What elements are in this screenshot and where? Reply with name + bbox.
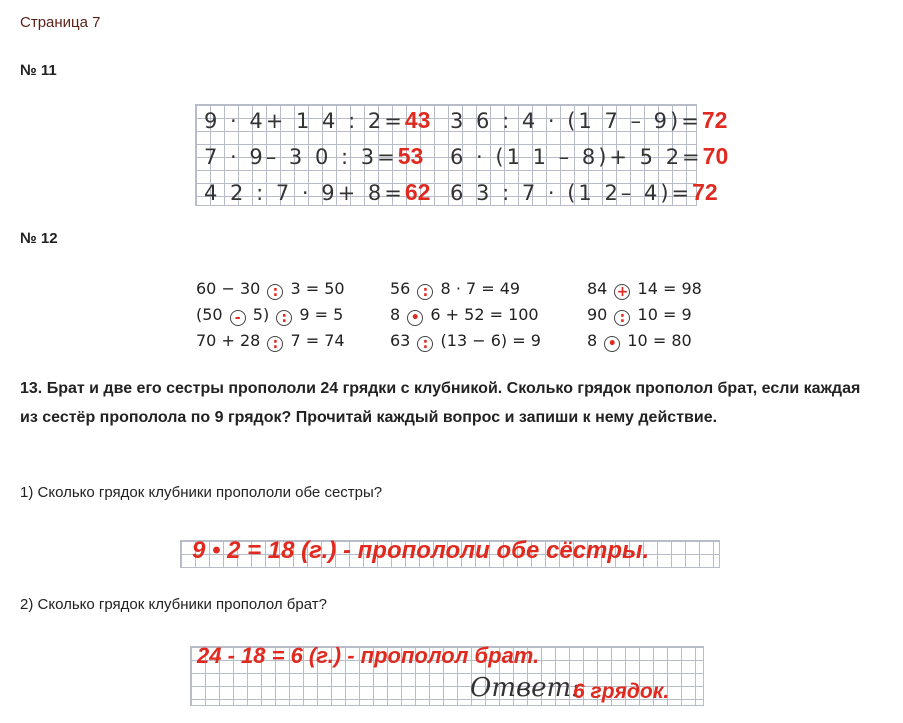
- question-1: 1) Сколько грядок клубники пропололи обе сестры?: [20, 484, 383, 501]
- task-12-label: № 12: [20, 230, 58, 247]
- task-11-grid: [195, 104, 729, 206]
- task-12-eq-2-1: (50 - 5) : 9 = 5: [196, 305, 344, 326]
- task-12-eq-2-3: 90 : 10 = 9: [587, 305, 692, 326]
- task-11-row-1-left: 9 · 4+ 1 4 : 2=43: [204, 107, 431, 133]
- answer-word: Ответ:: [470, 673, 580, 703]
- operation-circle: :: [276, 310, 292, 326]
- operation-circle: -: [230, 310, 246, 326]
- task-11-row-2-left: 7 · 9– 3 0 : 3=53: [204, 143, 424, 169]
- operation-circle: :: [614, 310, 630, 326]
- operation-circle: +: [614, 284, 630, 300]
- operation-circle: :: [417, 284, 433, 300]
- task-12-eq-3-3: 8 • 10 = 80: [587, 331, 692, 352]
- task-11-row-2-right: 6 · (1 1 – 8)+ 5 2=70: [450, 143, 729, 169]
- operation-circle: :: [267, 336, 283, 352]
- task-11-row-3-left: 4 2 : 7 · 9+ 8=62: [204, 179, 431, 205]
- answer-1-solution: 9 • 2 = 18 (г.) - пропололи обе сёстры.: [192, 537, 650, 564]
- task-13-problem-text: 13. Брат и две его сестры пропололи 24 грядки с клубникой. Сколько грядок прополол брат, если каждая из сестёр прополола по 9 грядок? Прочитай каждый вопрос и запиши к нему действие.: [20, 380, 861, 426]
- answer-value: 43: [404, 107, 431, 133]
- task-12-eq-3-2: 63 : (13 − 6) = 9: [390, 331, 541, 352]
- operation-circle: •: [407, 310, 423, 326]
- answer-value: 62: [404, 179, 431, 205]
- operation-circle: :: [267, 284, 283, 300]
- task-11-row-3-right: 6 3 : 7 · (1 2– 4)=72: [450, 179, 718, 205]
- operation-circle: :: [417, 336, 433, 352]
- task-11-label: № 11: [20, 62, 57, 79]
- answer-value: 53: [397, 143, 424, 169]
- task-12-eq-1-3: 84 + 14 = 98: [587, 279, 702, 300]
- answer-value: 70: [702, 143, 729, 169]
- task-11-row-1-right: 3 6 : 4 · (1 7 – 9)=72: [450, 107, 728, 133]
- answer-2-solution: 24 - 18 = 6 (г.) - прополол брат.: [197, 643, 540, 668]
- task-12-eq-2-2: 8 • 6 + 52 = 100: [390, 305, 539, 326]
- task-12-eq-1-1: 60 − 30 : 3 = 50: [196, 279, 345, 300]
- page-title: Страница 7: [20, 14, 101, 31]
- task-12-eq-3-1: 70 + 28 : 7 = 74: [196, 331, 345, 352]
- answer-value: 72: [692, 179, 718, 205]
- answer-value: 6 грядок.: [573, 680, 670, 703]
- operation-circle: •: [604, 336, 620, 352]
- answer-value: 72: [701, 107, 728, 133]
- task-12-eq-1-2: 56 : 8 · 7 = 49: [390, 279, 521, 300]
- question-2: 2) Сколько грядок клубники прополол брат?: [20, 596, 327, 613]
